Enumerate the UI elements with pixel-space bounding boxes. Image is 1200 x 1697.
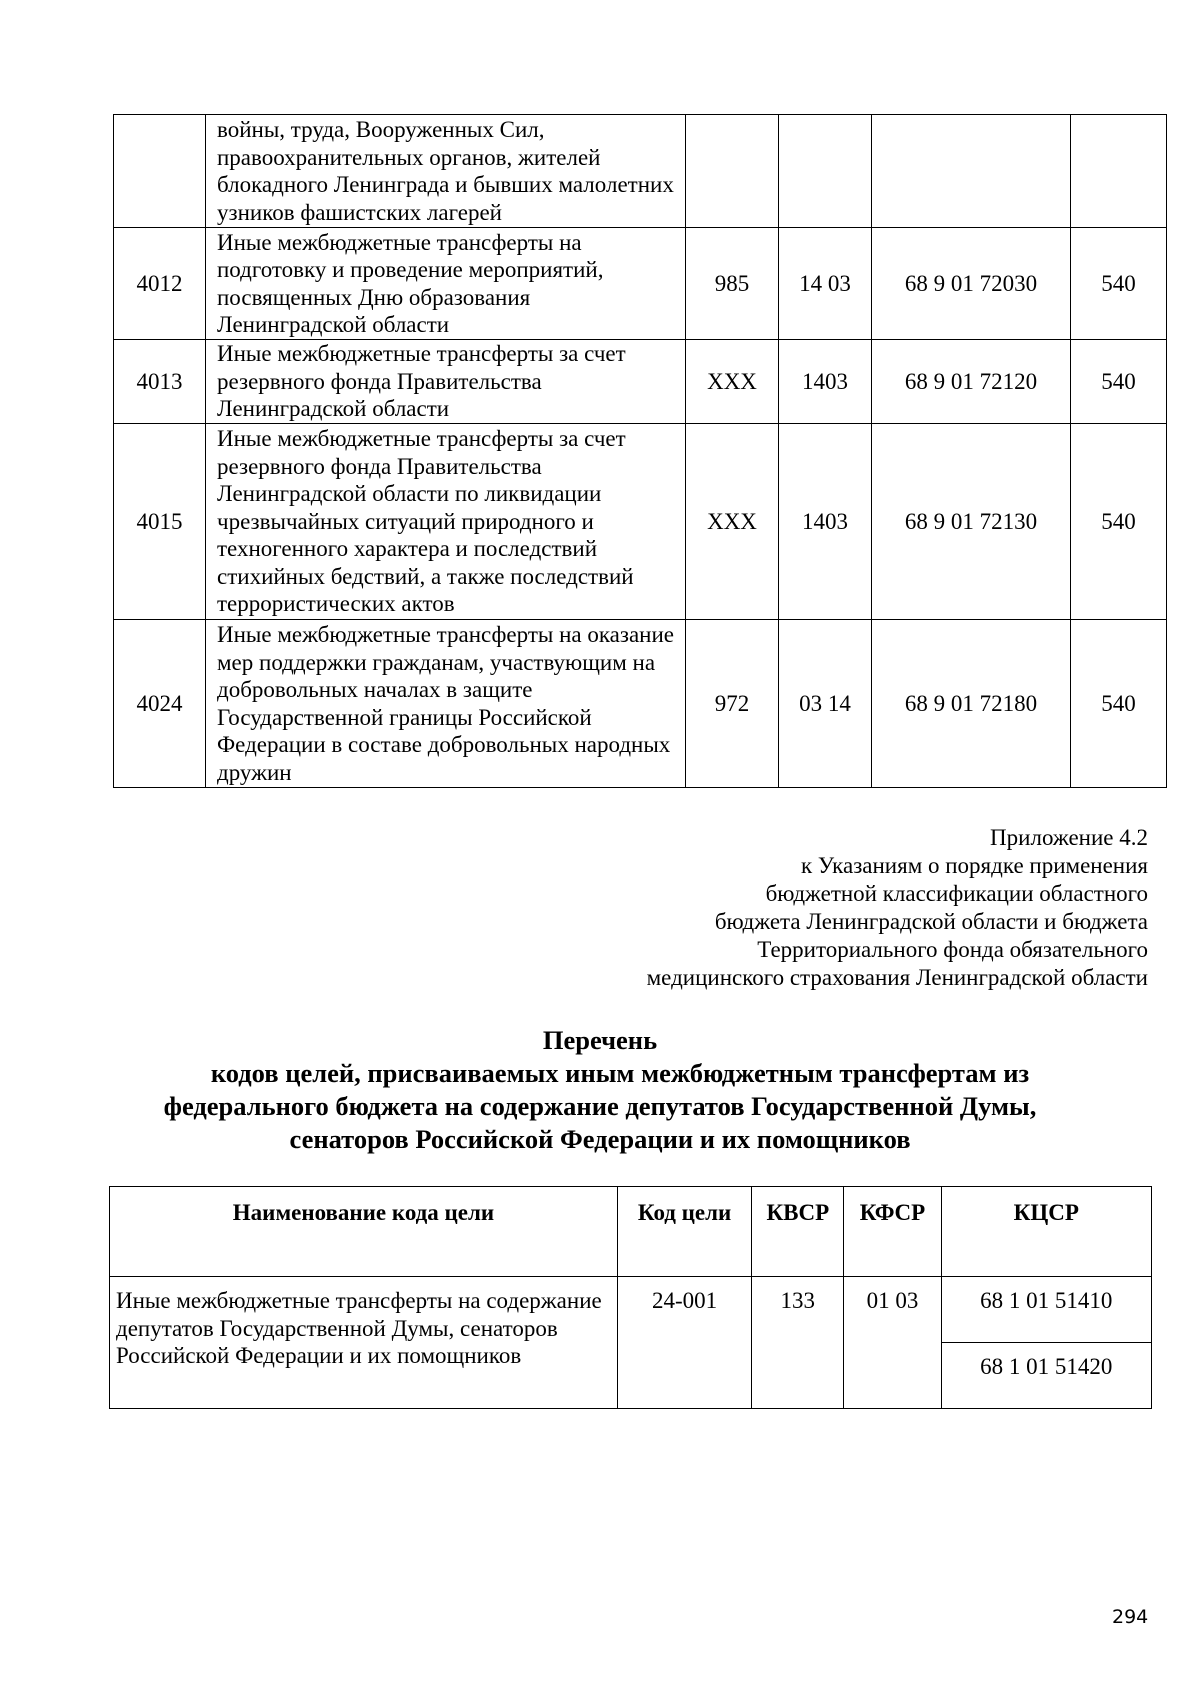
row-kfsr: 1403 [779,424,872,620]
header-kfsr: КФСР [844,1187,941,1277]
document-title [100,1024,1100,1156]
header-kvsr: КВСР [752,1187,844,1277]
row-kvsr [686,115,779,228]
header-kcsr: КЦСР [941,1187,1151,1277]
title-line: кодов целей, присваиваемых иным межбюджетным трансфертам из [210,1058,1030,1088]
table-row [110,1277,1152,1343]
header-goal-name: Наименование кода цели [110,1187,618,1277]
appendix-line: медицинского страхования Ленинградской области [646,965,1148,990]
table-row [114,228,1167,340]
row-kfsr: 1403 [779,340,872,424]
title-line: федерального бюджета на содержание депутатов Государственной Думы, [163,1091,1037,1121]
row-kcsr: 68 9 01 72120 [872,340,1071,424]
codes-table-continued [113,114,1167,788]
row-kcsr: 68 9 01 72030 [872,228,1071,340]
title-line: Перечень [542,1025,658,1055]
row-code: 4024 [114,620,206,788]
row-kcsr: 68 9 01 72130 [872,424,1071,620]
page-number: 294 [1112,1606,1149,1628]
row-kfsr: 14 03 [779,228,872,340]
row-code: 4015 [114,424,206,620]
row-kvr [1071,115,1167,228]
goal-codes-table [109,1186,1152,1409]
appendix-line: Приложение 4.2 [990,825,1148,850]
row-kvsr: ХХХ [686,424,779,620]
row-kvr: 540 [1071,340,1167,424]
row-code: 4012 [114,228,206,340]
row-name: Иные межбюджетные трансферты за счет резервного фонда Правительства Ленинградской области [206,340,686,424]
header-goal-code: Код цели [617,1187,751,1277]
row-code: 4013 [114,340,206,424]
table-row [114,340,1167,424]
title-line: сенаторов Российской Федерации и их помощников [289,1124,911,1154]
row-kcsr [872,115,1071,228]
goal-kcsr: 68 1 01 51410 [941,1277,1151,1343]
goal-kfsr: 01 03 [844,1277,941,1409]
appendix-line: Территориального фонда обязательного [757,937,1148,962]
appendix-line: к Указаниям о порядке применения [800,853,1148,878]
row-kvsr: 972 [686,620,779,788]
goal-name: Иные межбюджетные трансферты на содержание депутатов Государственной Думы, сенаторов Российской Федерации и их помощников [110,1277,618,1409]
row-kvr: 540 [1071,424,1167,620]
goal-kcsr: 68 1 01 51420 [941,1343,1151,1409]
appendix-note [647,824,1148,992]
goal-code: 24-001 [617,1277,751,1409]
table-row [114,115,1167,228]
row-name: Иные межбюджетные трансферты за счет резервного фонда Правительства Ленинградской области по ликвидации чрезвычайных ситуаций природного и техногенного характера и последствий стихийных бедствий, а также последствий террористических актов [206,424,686,620]
table-header-row [110,1187,1152,1277]
appendix-line: бюджета Ленинградской области и бюджета [714,909,1148,934]
appendix-line: бюджетной классификации областного [765,881,1148,906]
row-code [114,115,206,228]
goal-kvsr: 133 [752,1277,844,1409]
row-name: Иные межбюджетные трансферты на оказание мер поддержки гражданам, участвующим на добровольных началах в защите Государственной границы Российской Федерации в составе добровольных народных дружин [206,620,686,788]
row-kvr: 540 [1071,620,1167,788]
row-kvsr: 985 [686,228,779,340]
row-kvr: 540 [1071,228,1167,340]
row-kfsr: 03 14 [779,620,872,788]
row-kvsr: ХХХ [686,340,779,424]
row-kfsr [779,115,872,228]
table-row [114,620,1167,788]
row-name: войны, труда, Вооруженных Сил, правоохранительных органов, жителей блокадного Ленинграда и бывших малолетних узников фашистских лагерей [206,115,686,228]
row-kcsr: 68 9 01 72180 [872,620,1071,788]
row-name: Иные межбюджетные трансферты на подготовку и проведение мероприятий, посвященных Дню образования Ленинградской области [206,228,686,340]
table-row [114,424,1167,620]
